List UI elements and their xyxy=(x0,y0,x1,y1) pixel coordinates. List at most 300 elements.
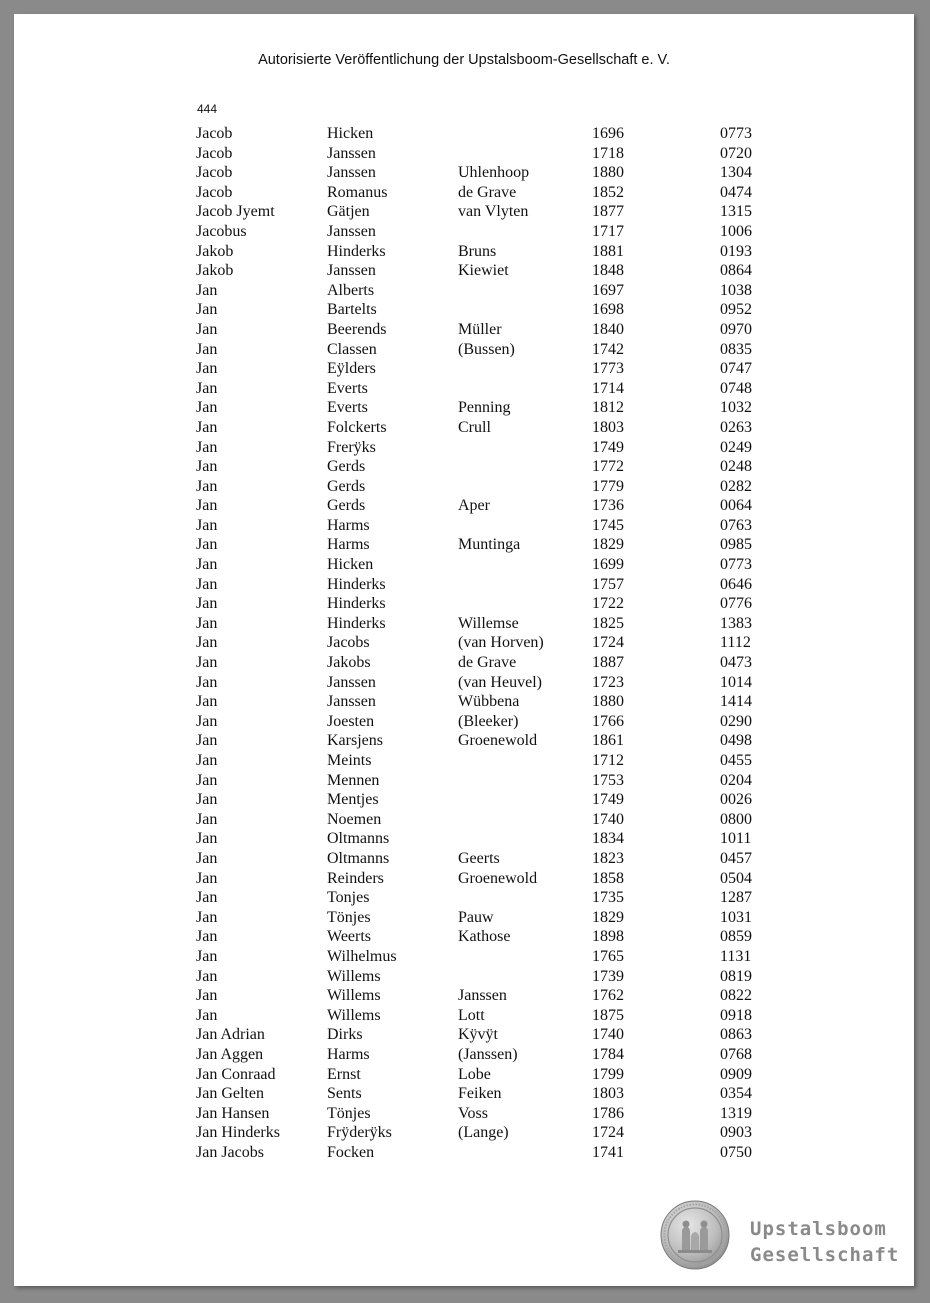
list-item xyxy=(14,457,914,477)
family-name: Lott xyxy=(458,1006,485,1024)
list-item xyxy=(14,810,914,830)
given-name: Jan xyxy=(196,889,218,907)
year: 1840 xyxy=(592,320,624,338)
year: 1861 xyxy=(592,732,624,750)
year: 1749 xyxy=(592,791,624,809)
list-item xyxy=(14,869,914,889)
given-name: Jan xyxy=(196,399,218,417)
given-name: Jan xyxy=(196,516,218,534)
given-name: Jan xyxy=(196,810,218,828)
given-name: Jacob xyxy=(196,183,233,201)
given-name: Jan xyxy=(196,712,218,730)
reference-number: 0819 xyxy=(720,967,752,985)
patronymic: Jakobs xyxy=(327,654,371,672)
family-name: (van Heuvel) xyxy=(458,673,542,691)
patronymic: Hinderks xyxy=(327,614,386,632)
reference-number: 0985 xyxy=(720,536,752,554)
family-name: Voss xyxy=(458,1104,488,1122)
year: 1739 xyxy=(592,967,624,985)
family-name: Lobe xyxy=(458,1065,491,1083)
list-item xyxy=(14,673,914,693)
family-name: Pauw xyxy=(458,908,494,926)
reference-number: 1112 xyxy=(720,634,751,652)
reference-number: 0750 xyxy=(720,1143,752,1161)
year: 1712 xyxy=(592,752,624,769)
year: 1736 xyxy=(592,497,624,515)
year: 1717 xyxy=(592,222,624,240)
year: 1812 xyxy=(592,399,624,417)
given-name: Jan xyxy=(196,575,218,593)
patronymic: Janssen xyxy=(327,262,376,280)
family-name: Kathose xyxy=(458,928,511,946)
given-name: Jacob xyxy=(196,144,233,162)
patronymic: Gerds xyxy=(327,458,366,476)
patronymic: Romanus xyxy=(327,183,388,201)
given-name: Jan Gelten xyxy=(196,1085,264,1103)
year: 1825 xyxy=(592,614,624,632)
patronymic: Bartelts xyxy=(327,301,377,319)
patronymic: Mennen xyxy=(327,771,380,789)
patronymic: Tonjes xyxy=(327,889,370,907)
list-item xyxy=(14,1025,914,1045)
given-name: Jacob xyxy=(196,125,233,142)
seal-logo-icon xyxy=(660,1200,730,1270)
family-name: Müller xyxy=(458,320,502,338)
patronymic: Willems xyxy=(327,967,381,985)
reference-number: 0248 xyxy=(720,458,752,476)
family-name: Groenewold xyxy=(458,732,538,750)
family-name: Bruns xyxy=(458,242,497,260)
given-name: Jan Conraad xyxy=(196,1065,276,1083)
reference-number: 0064 xyxy=(720,497,752,515)
reference-number: 1011 xyxy=(720,830,752,848)
given-name: Jan xyxy=(196,458,218,476)
patronymic: Everts xyxy=(327,399,368,417)
family-name: Uhlenhoop xyxy=(458,164,530,182)
year: 1699 xyxy=(592,556,624,574)
patronymic: Sents xyxy=(327,1085,362,1103)
patronymic: Alberts xyxy=(327,281,375,299)
list-item xyxy=(14,751,914,771)
list-item xyxy=(14,712,914,732)
family-name: Kÿvÿt xyxy=(458,1026,498,1044)
reference-number: 0249 xyxy=(720,438,752,456)
reference-number: 1032 xyxy=(720,399,752,417)
reference-number: 0498 xyxy=(720,732,752,750)
reference-number: 0748 xyxy=(720,379,752,397)
given-name: Jan xyxy=(196,830,218,848)
reference-number: 0354 xyxy=(720,1085,752,1103)
year: 1784 xyxy=(592,1045,624,1063)
given-name: Jan xyxy=(196,438,218,456)
given-name: Jan xyxy=(196,281,218,299)
page-number: 444 xyxy=(197,102,218,116)
reference-number: 1038 xyxy=(720,281,752,299)
patronymic: Willems xyxy=(327,987,381,1005)
patronymic: Harms xyxy=(327,536,370,554)
year: 1740 xyxy=(592,810,624,828)
reference-number: 1006 xyxy=(720,222,752,240)
patronymic: Oltmanns xyxy=(327,830,390,848)
year: 1877 xyxy=(592,203,624,221)
patronymic: Frÿderÿks xyxy=(327,1124,392,1142)
year: 1696 xyxy=(592,125,624,142)
list-item xyxy=(14,1143,914,1163)
list-item xyxy=(14,633,914,653)
given-name: Jan Hansen xyxy=(196,1104,270,1122)
list-item xyxy=(14,575,914,595)
given-name: Jan xyxy=(196,849,218,867)
year: 1735 xyxy=(592,889,624,907)
reference-number: 0909 xyxy=(720,1065,752,1083)
patronymic: Everts xyxy=(327,379,368,397)
reference-number: 0204 xyxy=(720,771,752,789)
given-name: Jan xyxy=(196,987,218,1005)
year: 1724 xyxy=(592,1124,624,1142)
given-name: Jan xyxy=(196,869,218,887)
list-item xyxy=(14,614,914,634)
given-name: Jan xyxy=(196,379,218,397)
register-list xyxy=(14,124,914,1162)
given-name: Jan xyxy=(196,947,218,965)
reference-number: 1383 xyxy=(720,614,752,632)
year: 1742 xyxy=(592,340,624,358)
reference-number: 0918 xyxy=(720,1006,752,1024)
list-item xyxy=(14,281,914,301)
year: 1898 xyxy=(592,928,624,946)
patronymic: Janssen xyxy=(327,673,376,691)
list-item xyxy=(14,496,914,516)
list-item xyxy=(14,947,914,967)
reference-number: 0646 xyxy=(720,575,752,593)
patronymic: Harms xyxy=(327,1045,370,1063)
given-name: Jakob xyxy=(196,262,234,280)
patronymic: Karsjens xyxy=(327,732,383,750)
year: 1779 xyxy=(592,477,624,495)
given-name: Jacob xyxy=(196,164,233,182)
reference-number: 1414 xyxy=(720,693,752,711)
list-item xyxy=(14,320,914,340)
given-name: Jan xyxy=(196,536,218,554)
year: 1723 xyxy=(592,673,624,691)
given-name: Jan Adrian xyxy=(196,1026,265,1044)
family-name: Groenewold xyxy=(458,869,538,887)
given-name: Jan xyxy=(196,595,218,613)
patronymic: Eÿlders xyxy=(327,360,376,378)
patronymic: Oltmanns xyxy=(327,849,390,867)
year: 1762 xyxy=(592,987,624,1005)
family-name: Kiewiet xyxy=(458,262,509,280)
given-name: Jan xyxy=(196,732,218,750)
given-name: Jan xyxy=(196,614,218,632)
patronymic: Willems xyxy=(327,1006,381,1024)
given-name: Jan Hinderks xyxy=(196,1124,280,1142)
list-item xyxy=(14,1065,914,1085)
family-name: (Bleeker) xyxy=(458,712,519,730)
list-item xyxy=(14,771,914,791)
given-name: Jacob Jyemt xyxy=(196,203,275,221)
list-item xyxy=(14,731,914,751)
list-item xyxy=(14,1104,914,1124)
given-name: Jan xyxy=(196,791,218,809)
list-item xyxy=(14,222,914,242)
list-item xyxy=(14,183,914,203)
list-item xyxy=(14,888,914,908)
reference-number: 1315 xyxy=(720,203,752,221)
reference-number: 1131 xyxy=(720,947,752,965)
year: 1858 xyxy=(592,869,624,887)
patronymic: Meints xyxy=(327,752,372,769)
patronymic: Hinderks xyxy=(327,595,386,613)
list-item xyxy=(14,692,914,712)
list-item xyxy=(14,849,914,869)
year: 1786 xyxy=(592,1104,624,1122)
family-name: Feiken xyxy=(458,1085,502,1103)
year: 1875 xyxy=(592,1006,624,1024)
family-name: (van Horven) xyxy=(458,634,544,652)
reference-number: 0859 xyxy=(720,928,752,946)
reference-number: 0768 xyxy=(720,1045,752,1063)
patronymic: Focken xyxy=(327,1143,375,1161)
patronymic: Wilhelmus xyxy=(327,947,397,965)
patronymic: Weerts xyxy=(327,928,372,946)
reference-number: 0026 xyxy=(720,791,752,809)
family-name: (Janssen) xyxy=(458,1045,518,1063)
given-name: Jan xyxy=(196,477,218,495)
year: 1773 xyxy=(592,360,624,378)
reference-number: 0504 xyxy=(720,869,752,887)
given-name: Jan xyxy=(196,654,218,672)
patronymic: Gätjen xyxy=(327,203,370,221)
reference-number: 0193 xyxy=(720,242,752,260)
family-name: Wübbena xyxy=(458,693,520,711)
list-item xyxy=(14,1123,914,1143)
year: 1749 xyxy=(592,438,624,456)
year: 1881 xyxy=(592,242,624,260)
reference-number: 1319 xyxy=(720,1104,752,1122)
patronymic: Hinderks xyxy=(327,575,386,593)
reference-number: 1031 xyxy=(720,908,752,926)
given-name: Jacobus xyxy=(196,222,247,240)
year: 1757 xyxy=(592,575,624,593)
given-name: Jan xyxy=(196,1006,218,1024)
list-item xyxy=(14,144,914,164)
year: 1718 xyxy=(592,144,624,162)
year: 1772 xyxy=(592,458,624,476)
given-name: Jan xyxy=(196,360,218,378)
year: 1766 xyxy=(592,712,624,730)
reference-number: 0773 xyxy=(720,556,752,574)
list-item xyxy=(14,516,914,536)
year: 1829 xyxy=(592,908,624,926)
family-name: de Grave xyxy=(458,654,517,672)
reference-number: 0952 xyxy=(720,301,752,319)
list-item xyxy=(14,1006,914,1026)
given-name: Jan xyxy=(196,908,218,926)
year: 1848 xyxy=(592,262,624,280)
reference-number: 0720 xyxy=(720,144,752,162)
year: 1741 xyxy=(592,1143,624,1161)
reference-number: 0455 xyxy=(720,752,752,769)
list-item xyxy=(14,124,914,144)
reference-number: 1014 xyxy=(720,673,752,691)
given-name: Jan xyxy=(196,967,218,985)
list-item xyxy=(14,340,914,360)
reference-number: 1304 xyxy=(720,164,752,182)
patronymic: Tönjes xyxy=(327,1104,371,1122)
given-name: Jakob xyxy=(196,242,234,260)
given-name: Jan Aggen xyxy=(196,1045,264,1063)
given-name: Jan xyxy=(196,771,218,789)
patronymic: Folckerts xyxy=(327,418,387,436)
list-item xyxy=(14,1084,914,1104)
reference-number: 0835 xyxy=(720,340,752,358)
year: 1714 xyxy=(592,379,624,397)
reference-number: 0263 xyxy=(720,418,752,436)
year: 1753 xyxy=(592,771,624,789)
patronymic: Beerends xyxy=(327,320,387,338)
patronymic: Janssen xyxy=(327,693,376,711)
list-item xyxy=(14,535,914,555)
family-name: (Lange) xyxy=(458,1124,509,1142)
patronymic: Classen xyxy=(327,340,377,358)
patronymic: Gerds xyxy=(327,497,366,515)
reference-number: 0970 xyxy=(720,320,752,338)
family-name: Crull xyxy=(458,418,491,436)
document-page xyxy=(14,14,914,1286)
patronymic: Reinders xyxy=(327,869,384,887)
reference-number: 0903 xyxy=(720,1124,752,1142)
reference-number: 0822 xyxy=(720,987,752,1005)
patronymic: Tönjes xyxy=(327,908,371,926)
family-name: (Bussen) xyxy=(458,340,515,358)
list-item xyxy=(14,986,914,1006)
reference-number: 0863 xyxy=(720,1026,752,1044)
list-item xyxy=(14,300,914,320)
family-name: Geerts xyxy=(458,849,500,867)
reference-number: 0776 xyxy=(720,595,752,613)
patronymic: Noemen xyxy=(327,810,382,828)
family-name: Aper xyxy=(458,497,490,515)
given-name: Jan xyxy=(196,928,218,946)
list-item xyxy=(14,967,914,987)
reference-number: 0457 xyxy=(720,849,752,867)
given-name: Jan xyxy=(196,497,218,515)
year: 1852 xyxy=(592,183,624,201)
year: 1724 xyxy=(592,634,624,652)
list-item xyxy=(14,594,914,614)
year: 1880 xyxy=(592,693,624,711)
list-item xyxy=(14,379,914,399)
year: 1740 xyxy=(592,1026,624,1044)
patronymic: Hicken xyxy=(327,125,374,142)
list-item xyxy=(14,438,914,458)
list-item xyxy=(14,398,914,418)
year: 1698 xyxy=(592,301,624,319)
list-item xyxy=(14,790,914,810)
given-name: Jan xyxy=(196,556,218,574)
reference-number: 0474 xyxy=(720,183,752,201)
list-item xyxy=(14,908,914,928)
list-item xyxy=(14,829,914,849)
year: 1834 xyxy=(592,830,624,848)
list-item xyxy=(14,163,914,183)
year: 1880 xyxy=(592,164,624,182)
patronymic: Ernst xyxy=(327,1065,361,1083)
family-name: Muntinga xyxy=(458,536,521,554)
given-name: Jan xyxy=(196,340,218,358)
list-item xyxy=(14,202,914,222)
year: 1803 xyxy=(592,418,624,436)
list-item xyxy=(14,418,914,438)
patronymic: Frerÿks xyxy=(327,438,376,456)
patronymic: Dirks xyxy=(327,1026,363,1044)
list-item xyxy=(14,1045,914,1065)
given-name: Jan xyxy=(196,673,218,691)
given-name: Jan Jacobs xyxy=(196,1143,264,1161)
reference-number: 0747 xyxy=(720,360,752,378)
patronymic: Joesten xyxy=(327,712,375,730)
reference-number: 0864 xyxy=(720,262,752,280)
brand-wordmark xyxy=(750,1216,899,1268)
reference-number: 0282 xyxy=(720,477,752,495)
patronymic: Gerds xyxy=(327,477,366,495)
year: 1722 xyxy=(592,595,624,613)
reference-number: 0473 xyxy=(720,654,752,672)
given-name: Jan xyxy=(196,320,218,338)
year: 1799 xyxy=(592,1065,624,1083)
list-item xyxy=(14,477,914,497)
given-name: Jan xyxy=(196,693,218,711)
family-name: Penning xyxy=(458,399,511,417)
patronymic: Janssen xyxy=(327,144,376,162)
list-item xyxy=(14,242,914,262)
brand-line-1: Upstalsboom xyxy=(750,1218,887,1240)
given-name: Jan xyxy=(196,752,218,769)
patronymic: Janssen xyxy=(327,222,376,240)
brand-line-2: Gesellschaft xyxy=(750,1244,900,1266)
year: 1765 xyxy=(592,947,624,965)
patronymic: Jacobs xyxy=(327,634,370,652)
year: 1887 xyxy=(592,654,624,672)
patronymic: Janssen xyxy=(327,164,376,182)
reference-number: 0763 xyxy=(720,516,752,534)
reference-number: 0800 xyxy=(720,810,752,828)
family-name: Janssen xyxy=(458,987,507,1005)
given-name: Jan xyxy=(196,418,218,436)
family-name: van Vlyten xyxy=(458,203,529,221)
patronymic: Mentjes xyxy=(327,791,379,809)
list-item xyxy=(14,261,914,281)
year: 1697 xyxy=(592,281,624,299)
year: 1745 xyxy=(592,516,624,534)
list-item xyxy=(14,555,914,575)
year: 1829 xyxy=(592,536,624,554)
year: 1803 xyxy=(592,1085,624,1103)
list-item xyxy=(14,359,914,379)
reference-number: 0773 xyxy=(720,125,752,142)
reference-number: 1287 xyxy=(720,889,752,907)
list-item xyxy=(14,653,914,673)
family-name: Willemse xyxy=(458,614,519,632)
reference-number: 0290 xyxy=(720,712,752,730)
publication-header: Autorisierte Veröffentlichung der Upstalsboom-Gesellschaft e. V. xyxy=(258,52,670,68)
list-item xyxy=(14,927,914,947)
patronymic: Hicken xyxy=(327,556,374,574)
year: 1823 xyxy=(592,849,624,867)
patronymic: Hinderks xyxy=(327,242,386,260)
given-name: Jan xyxy=(196,301,218,319)
